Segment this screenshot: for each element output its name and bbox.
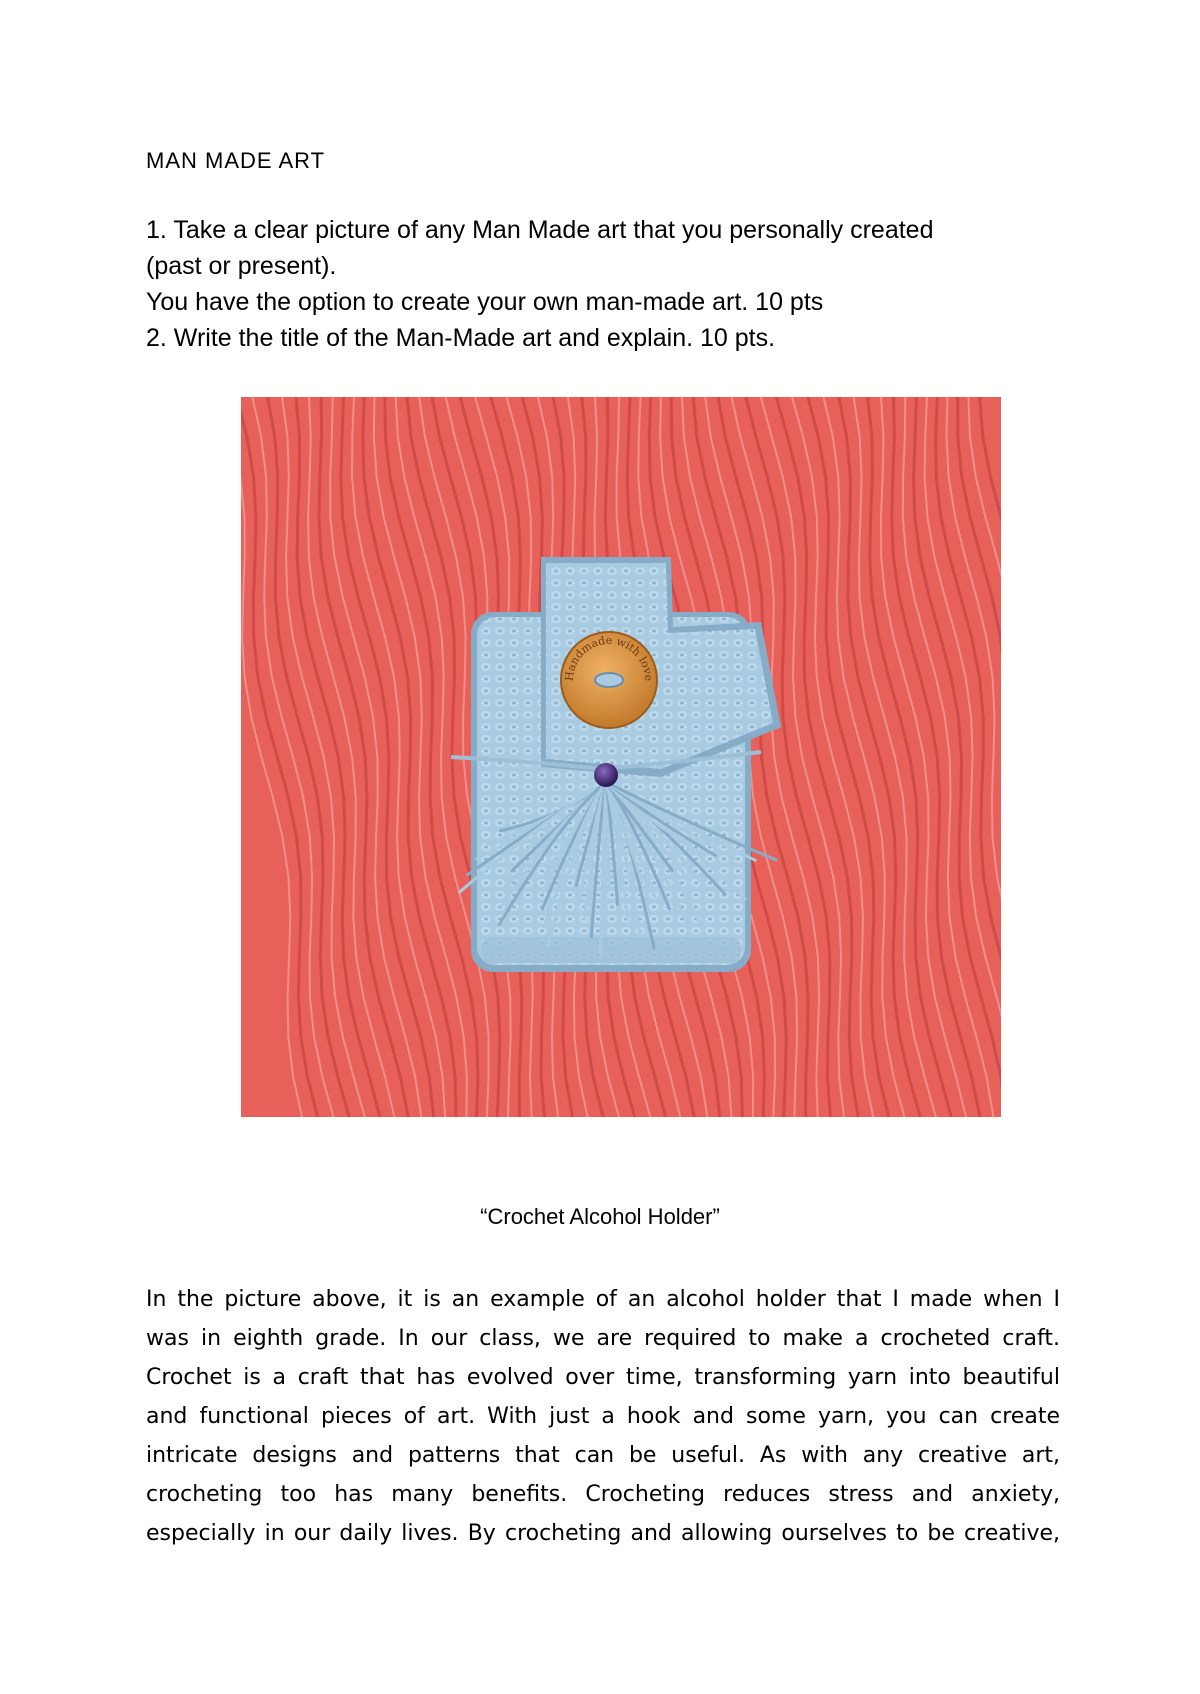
instruction-line: You have the option to create your own man-made art. 10 pts <box>146 288 824 316</box>
instructions-block <box>146 212 1066 356</box>
paragraph-line: crocheting too has many benefits. Crocheting reduces stress and anxiety, <box>146 1482 1060 1507</box>
paragraph-line: Crochet is a craft that has evolved over time, transforming yarn into beautiful <box>146 1365 1060 1390</box>
paragraph-line: and functional pieces of art. With just a hook and some yarn, you can create <box>146 1404 1060 1429</box>
document-heading: MAN MADE ART <box>146 148 326 173</box>
purple-bead <box>594 763 618 787</box>
crochet-pouch <box>451 557 781 972</box>
instruction-line: 2. Write the title of the Man-Made art and explain. 10 pts. <box>146 324 776 352</box>
button-engraving: Handmade with love <box>562 633 656 682</box>
paragraph-line: especially in our daily lives. By crocheting and allowing ourselves to be creative, <box>146 1521 1060 1546</box>
instruction-line: (past or present). <box>146 252 337 280</box>
wooden-button <box>561 632 657 728</box>
paragraph-line: In the picture above, it is an example of an alcohol holder that I made when I <box>146 1287 1060 1312</box>
paragraph-line: intricate designs and patterns that can be useful. As with any creative art, <box>146 1443 1060 1468</box>
crochet-holder-photo <box>241 397 1001 1117</box>
artwork-title: “Crochet Alcohol Holder” <box>480 1204 720 1229</box>
explanation-paragraph <box>146 1280 1060 1553</box>
paragraph-line: was in eighth grade. In our class, we are required to make a crocheted craft. <box>146 1326 1060 1351</box>
instruction-line: 1. Take a clear picture of any Man Made art that you personally created <box>146 216 934 244</box>
